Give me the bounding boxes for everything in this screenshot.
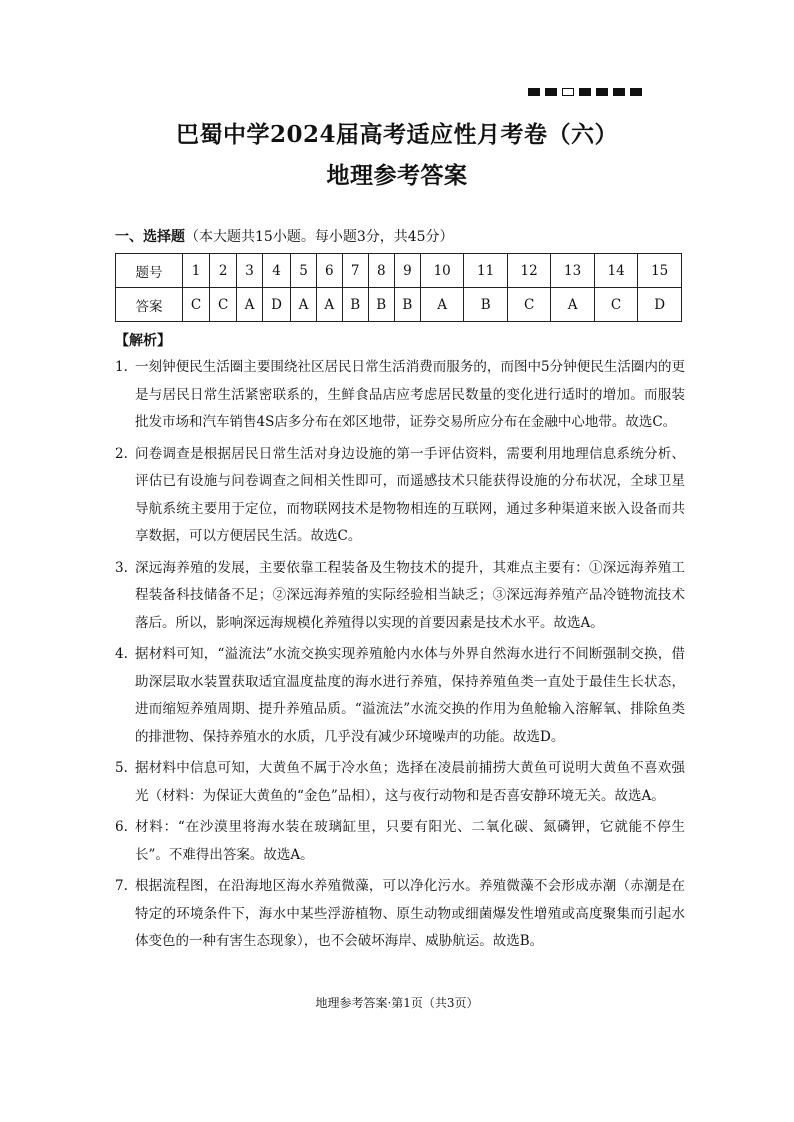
question-number-cell: 9 [394, 254, 420, 288]
header-marks [528, 88, 642, 96]
section-heading [115, 226, 454, 246]
answer-cell: A [316, 288, 342, 322]
question-number-cell: 5 [291, 254, 317, 288]
answer-cell: B [368, 288, 394, 322]
analysis-heading: 【解析】 [115, 333, 171, 349]
analysis-item-text: 根据流程图，在沿海地区海水养殖微藻，可以净化污水。养殖微藻不会形成赤潮（赤潮是在特定的环境条件下，海水中某些浮游植物、原生动物或细菌爆发性增殖或高度聚集而引起水体变色的一种有害生态现象），也不会破坏海岸、威胁航运。故选B。 [135, 878, 685, 949]
analysis-item-text: 一刻钟便民生活圈主要围绕社区居民日常生活消费而服务的，而图中5分钟便民生活圈内的更是与居民日常生活紧密联系的，生鲜食品店应考虑居民数量的变化进行适时的增加。而服装批发市场和汽车销售4S店多分布在郊区地带，证券交易所应分布在金融中心地带。故选C。 [135, 359, 685, 430]
hollow-square-mark [562, 88, 574, 96]
analysis-item-text: 据材料可知，“溢流法”水流交换实现养殖舱内水体与外界自然海水进行不间断强制交换，借助深层取水装置获取适宜温度盐度的海水进行养殖，保持养殖鱼类一直处于最佳生长状态，进而缩短养殖周期、提升养殖品质。“溢流法”水流交换的作用为鱼舱输入溶解氧、排除鱼类的排泄物、保持养殖水的水质，几乎没有减少环境噪声的功能。故选D。 [135, 646, 685, 745]
page-title: 巴蜀中学2024届高考适应性月考卷（六） [175, 121, 618, 148]
analysis-item-text: 材料：“在沙漠里将海水装在玻璃缸里，只要有阳光、二氧化碳、氮磷钾，它就能不停生长”。不难得出答案。故选A。 [135, 819, 685, 863]
question-number-cell: 14 [594, 254, 637, 288]
question-number-cell: 2 [210, 254, 237, 288]
answer-cell: B [342, 288, 368, 322]
answer-cell: B [394, 288, 420, 322]
question-number-cell: 15 [638, 254, 682, 288]
answer-row [116, 288, 682, 322]
answer-cell: A [420, 288, 463, 322]
answer-cell: C [182, 288, 209, 322]
solid-square-mark [613, 88, 625, 96]
solid-square-mark [630, 88, 642, 96]
question-number-cell: 10 [420, 254, 463, 288]
question-number-cell: 8 [368, 254, 394, 288]
analysis-item-number: 2. [115, 445, 128, 462]
answer-cell: D [262, 288, 290, 322]
analysis-item [115, 873, 685, 956]
analysis-item-number: 5. [115, 760, 128, 776]
analysis-item [115, 354, 685, 437]
analysis-item-text: 问卷调查是根据居民日常生活对身边设施的第一手评估资料，需要利用地理信息系统分析、评估已有设施与问卷调查之间相关性即可，而遥感技术只能获得设施的分布状况，全球卫星导航系统主要用于定位，而物联网技术是物物相连的互联网，通过多种渠道来嵌入设备而共享数据，可以方便居民生活。故选C。 [135, 445, 685, 544]
question-number-cell: 3 [237, 254, 263, 288]
analysis-item [115, 555, 685, 638]
analysis-item [115, 814, 685, 869]
answer-cell: C [594, 288, 637, 322]
question-number-row [116, 254, 682, 288]
analysis-item-number: 1. [115, 359, 128, 375]
page-subtitle: 地理参考答案 [326, 162, 468, 189]
question-number-cell: 13 [551, 254, 594, 288]
question-number-cell: 7 [342, 254, 368, 288]
solid-square-mark [596, 88, 608, 96]
question-number-cell: 11 [464, 254, 507, 288]
analysis-item-number: 3. [115, 559, 128, 576]
answer-cell: C [210, 288, 237, 322]
answer-cell: A [291, 288, 317, 322]
question-number-cell: 1 [182, 254, 209, 288]
question-number-cell: 4 [262, 254, 290, 288]
solid-square-mark [528, 88, 540, 96]
solid-square-mark [579, 88, 591, 96]
solid-square-mark [545, 88, 557, 96]
analysis-list [115, 354, 685, 960]
answer-table [115, 253, 682, 322]
analysis-item-text: 据材料中信息可知，大黄鱼不属于冷水鱼；选择在凌晨前捕捞大黄鱼可说明大黄鱼不喜欢强光（材料：为保证大黄鱼的“金色”品相），这与夜行动物和是否喜安静环境无关。故选A。 [135, 760, 685, 804]
analysis-item-text: 深远海养殖的发展，主要依靠工程装备及生物技术的提升，其难点主要有：①深远海养殖工程装备科技储备不足；②深远海养殖的实际经验相当缺乏；③深远海养殖产品冷链物流技术落后。所以，影响深远海规模化养殖得以实现的首要因素是技术水平。故选A。 [135, 559, 685, 631]
row-label-question: 题号 [116, 254, 183, 288]
analysis-item [115, 641, 685, 751]
analysis-item [115, 755, 685, 810]
row-label-answer: 答案 [116, 288, 183, 322]
answer-cell: D [638, 288, 682, 322]
section-heading-label: 一、选择题 [115, 229, 185, 245]
analysis-item-number: 6. [115, 819, 128, 835]
answer-cell: B [464, 288, 507, 322]
section-note: （本大题共15小题。每小题3分，共45分） [185, 229, 454, 245]
answer-cell: A [237, 288, 263, 322]
question-number-cell: 6 [316, 254, 342, 288]
analysis-item [115, 441, 685, 551]
analysis-item-number: 4. [115, 646, 128, 662]
page-footer: 地理参考答案·第1页（共3页） [315, 996, 479, 1010]
analysis-item-number: 7. [115, 878, 128, 894]
answer-cell: C [507, 288, 550, 322]
question-number-cell: 12 [507, 254, 550, 288]
answer-cell: A [551, 288, 594, 322]
